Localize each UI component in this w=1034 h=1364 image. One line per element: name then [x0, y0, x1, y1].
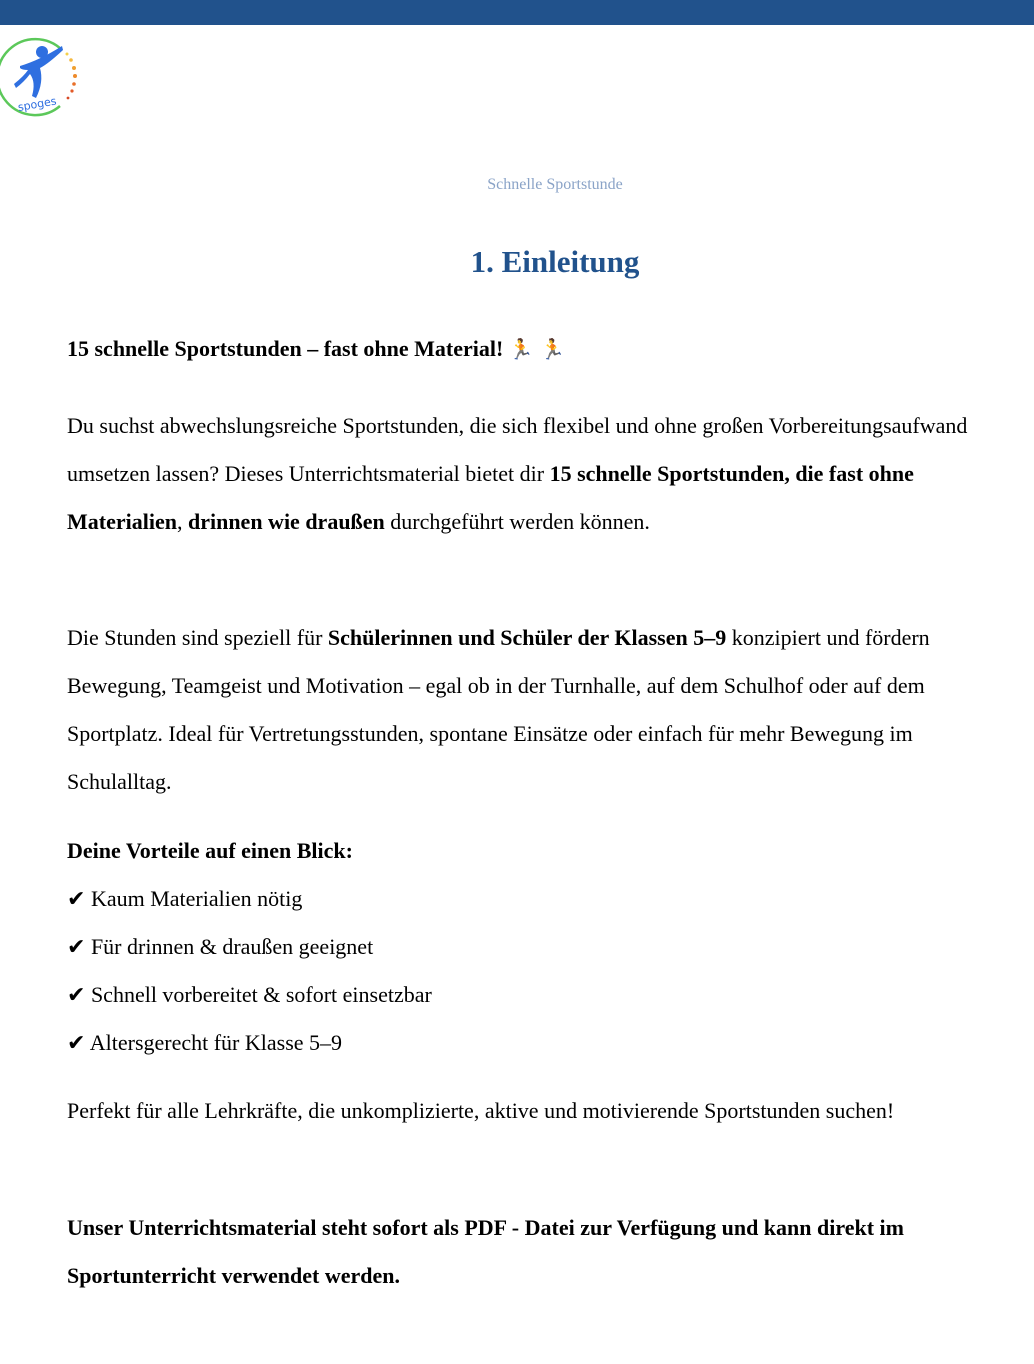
check-icon: ✔ — [67, 982, 86, 1007]
closing-paragraph: Unser Unterrichtsmaterial steht sofort als PDF - Datei zur Verfügung und kann direkt im Sportunterricht verwendet werden. — [67, 1215, 904, 1288]
check-icon: ✔ — [67, 934, 86, 959]
list-item: ✔ Für drinnen & draußen geeignet — [67, 934, 374, 959]
list-item: ✔ Altersgerecht für Klasse 5–9 — [67, 1030, 343, 1055]
benefits-title: Deine Vorteile auf einen Blick: — [67, 838, 353, 863]
list-item: ✔ Kaum Materialien nötig — [67, 886, 303, 911]
spoges-logo — [0, 36, 82, 118]
intro-paragraph-2: Die Stunden sind speziell für Schülerinnen und Schüler der Klassen 5–9 konzipiert und fördern Bewegung, Teamgeist und Motivation – egal ob in der Turnhalle, auf dem Schulhof oder auf dem Sportplatz. Ideal für Vertretungsstunden, spontane Einsätze oder einfach für mehr Bewegung im Schulalltag. — [67, 625, 930, 794]
check-icon: ✔ — [67, 886, 86, 911]
runner-emoji-icon: 🏃 🏃 — [508, 337, 565, 361]
intro-paragraph-1: Du suchst abwechslungsreiche Sportstunden, die sich flexibel und ohne großen Vorbereitungsaufwand umsetzen lassen? Dieses Unterrichtsmaterial bietet dir 15 schnelle Sportstunden, die fast ohne Materialien, drinnen wie draußen durchgeführt werden können. — [67, 413, 968, 534]
svg-text:spoges: spoges — [16, 94, 58, 115]
document-subtitle: Schnelle Sportstunde — [487, 176, 623, 193]
section-title: 1. Einleitung — [470, 244, 640, 279]
list-item: ✔ Schnell vorbereitet & sofort einsetzbar — [67, 982, 432, 1007]
top-bar — [0, 0, 1034, 25]
headline: 15 schnelle Sportstunden – fast ohne Material! 🏃 🏃 — [67, 336, 565, 361]
check-icon: ✔ — [67, 1030, 86, 1055]
target-audience-paragraph: Perfekt für alle Lehrkräfte, die unkomplizierte, aktive und motivierende Sportstunden suchen! — [67, 1098, 895, 1123]
benefits-list — [67, 827, 987, 1067]
